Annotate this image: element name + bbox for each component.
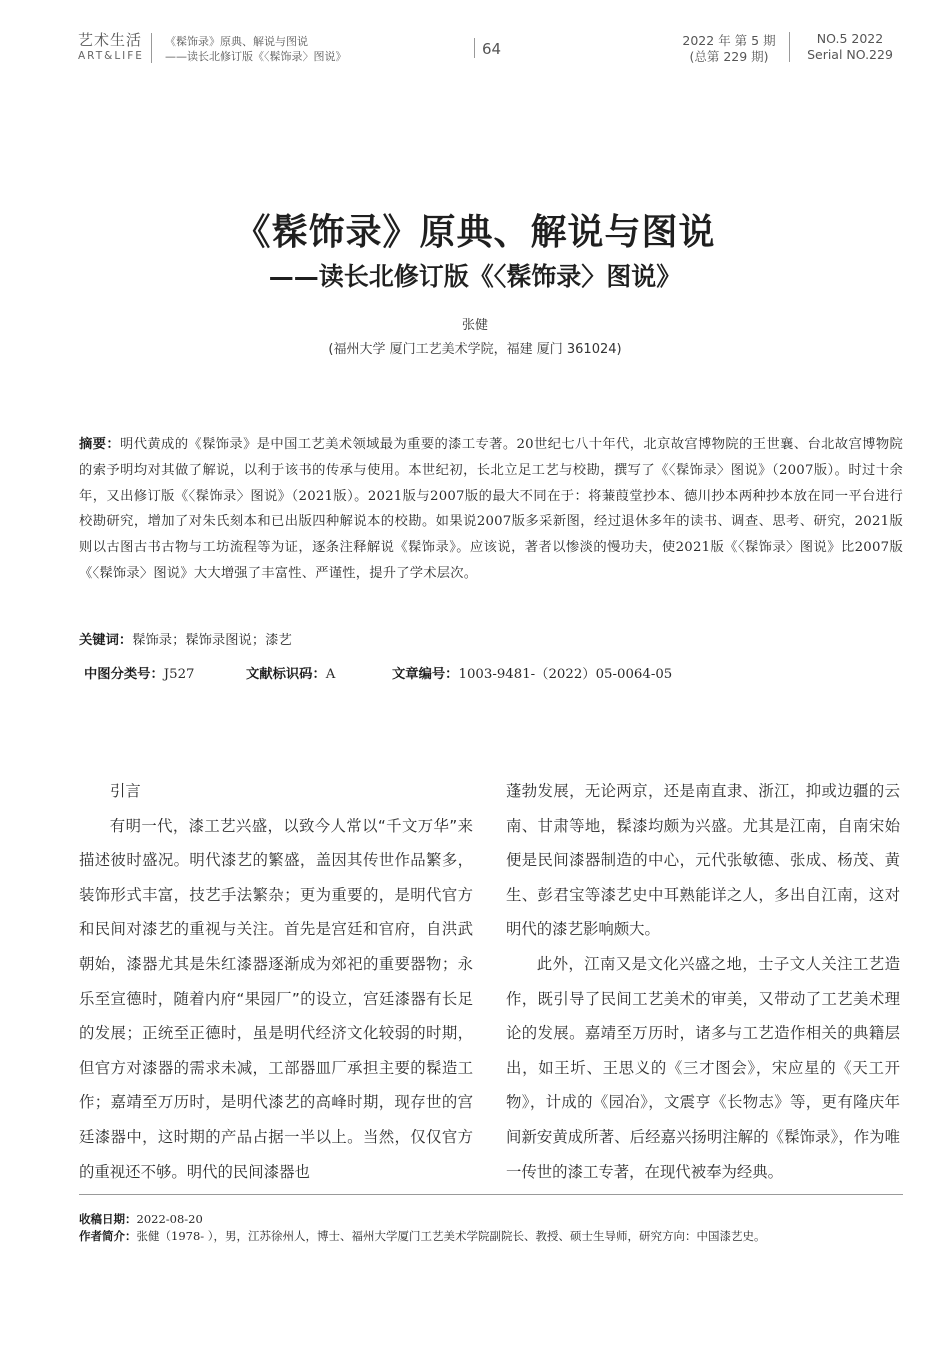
author-affiliation: (福州大学 厦门工艺美术学院，福建 厦门 361024) [328, 342, 622, 357]
clc-label: 中图分类号： [84, 667, 164, 682]
header-divider [789, 32, 790, 62]
doc-code-value: A [325, 667, 336, 682]
abstract [79, 432, 903, 587]
abstract-text: 明代黄成的《髹饰录》是中国工艺美术领域最为重要的漆工专著。20世纪七八十年代，北京故宫博物院的王世襄、台北故宫博物院的索予明均对其做了解说，以利于该书的传承与使用。本世纪初，长北立足工艺与校勘，撰写了《〈髹饰录〉图说》（2007版）。时过十余年，又出修订版《〈髹饰录〉图说》（2021版）。2021版与2007版的最大不同在于：将蒹葭堂抄本、德川抄本两种抄本放在同一平台进行校勘研究，增加了对朱氏刻本和已出版四种解说本的校勘。如果说2007版多采新图，经过退休多年的读书、调查、思考、研究，2021版则以古图古书古物与工坊流程等为证，逐条注释解说《髹饰录》。应该说，著者以惨淡的慢功夫，使2021版《〈髹饰录〉图说》比2007版《〈髹饰录〉图说》大大增强了丰富性、严谨性，提升了学术层次。 [79, 437, 903, 581]
received-date [79, 1211, 903, 1228]
section-heading: 引言 [110, 782, 141, 800]
header-divider [474, 38, 475, 58]
issue-en-line-2: Serial NO.229 [807, 47, 893, 62]
page-header [0, 0, 950, 80]
running-title-line-1: 《髹饰录》原典、解说与图说 [165, 35, 308, 48]
journal-name-cn: 艺术生活 [78, 31, 143, 49]
issue-en-line-1: NO.5 2022 [816, 31, 884, 46]
keywords-label: 关键词： [79, 633, 133, 648]
article-title: 《髹饰录》原典、解说与图说 [234, 211, 716, 253]
issue-cn-line-1: 2022 年 第 5 期 [682, 33, 776, 48]
journal-name-en: ART&LIFE [78, 50, 144, 62]
article-number-label: 文章编号： [392, 667, 459, 682]
doc-code-label: 文献标识码： [246, 667, 326, 682]
received-value: 2022-08-20 [136, 1212, 203, 1226]
keywords-text: 髹饰录；髹饰录图说；漆艺 [132, 633, 292, 648]
body-paragraph: 有明一代，漆工艺兴盛，以致今人常以“千文万华”来描述彼时盛况。明代漆艺的繁盛，盖因其传世作品繁多，装饰形式丰富，技艺手法繁杂；更为重要的，是明代官方和民间对漆艺的重视与关注。首先是宫廷和官府，自洪武朝始，漆器尤其是朱红漆器逐渐成为郊祀的重要器物；永乐至宣德时，随着内府“果园厂”的设立，宫廷漆器有长足的发展；正统至正德时，虽是明代经济文化较弱的时期，但官方对漆器的需求未减，工部器皿厂承担主要的髹造工作；嘉靖至万历时，是明代漆艺的高峰时期，现存世的宫廷漆器中，这时期的产品占据一半以上。当然，仅仅官方的重视还不够。明代的民间漆器也 [79, 816, 473, 1181]
author-name: 张健 [461, 318, 488, 333]
body-column-right [506, 774, 900, 1189]
keywords [79, 629, 292, 648]
body-paragraph: 此外，江南又是文化兴盛之地，士子文人关注工艺造作，既引导了民间工艺美术的审美，又带动了工艺美术理论的发展。嘉靖至万历时，诸多与工艺造作相关的典籍层出，如王圻、王思义的《三才图会》，宋应星的《天工开物》，计成的《园冶》，文震亨《长物志》等，更有隆庆年间新安黄成所著、后经嘉兴扬明注解的《髹饰录》，作为唯一传世的漆工专著，在现代被奉为经典。 [506, 954, 900, 1181]
body-column-left [79, 774, 473, 1189]
header-divider [151, 33, 152, 63]
article-subtitle: ——读长北修订版《〈髹饰录〉图说》 [268, 262, 682, 291]
running-title-line-2: ——读长北修订版《〈髹饰录〉图说》 [165, 50, 347, 63]
author-bio [79, 1228, 903, 1245]
author-bio-text: 张健（1978- ），男，江苏徐州人，博士、福州大学厦门工艺美术学院副院长、教授、硕士生导师，研究方向：中国漆艺史。 [136, 1229, 766, 1243]
author-bio-label: 作者简介： [79, 1229, 137, 1243]
received-label: 收稿日期： [79, 1212, 137, 1226]
abstract-label: 摘要： [79, 437, 121, 452]
clc-value: J527 [163, 667, 195, 682]
issue-cn-line-2: (总第 229 期) [689, 49, 769, 64]
article-number-value: 1003-9481-（2022）05-0064-05 [458, 667, 673, 682]
page-number: 64 [482, 40, 502, 58]
body-paragraph: 蓬勃发展，无论两京，还是南直隶、浙江，抑或边疆的云南、甘肃等地，髹漆均颇为兴盛。尤其是江南，自南宋始便是民间漆器制造的中心，元代张敏德、张成、杨茂、黄生、彭君宝等漆艺史中耳熟能详之人，多出自江南，这对明代的漆艺影响颇大。 [506, 782, 900, 939]
footnote-separator [79, 1194, 903, 1195]
